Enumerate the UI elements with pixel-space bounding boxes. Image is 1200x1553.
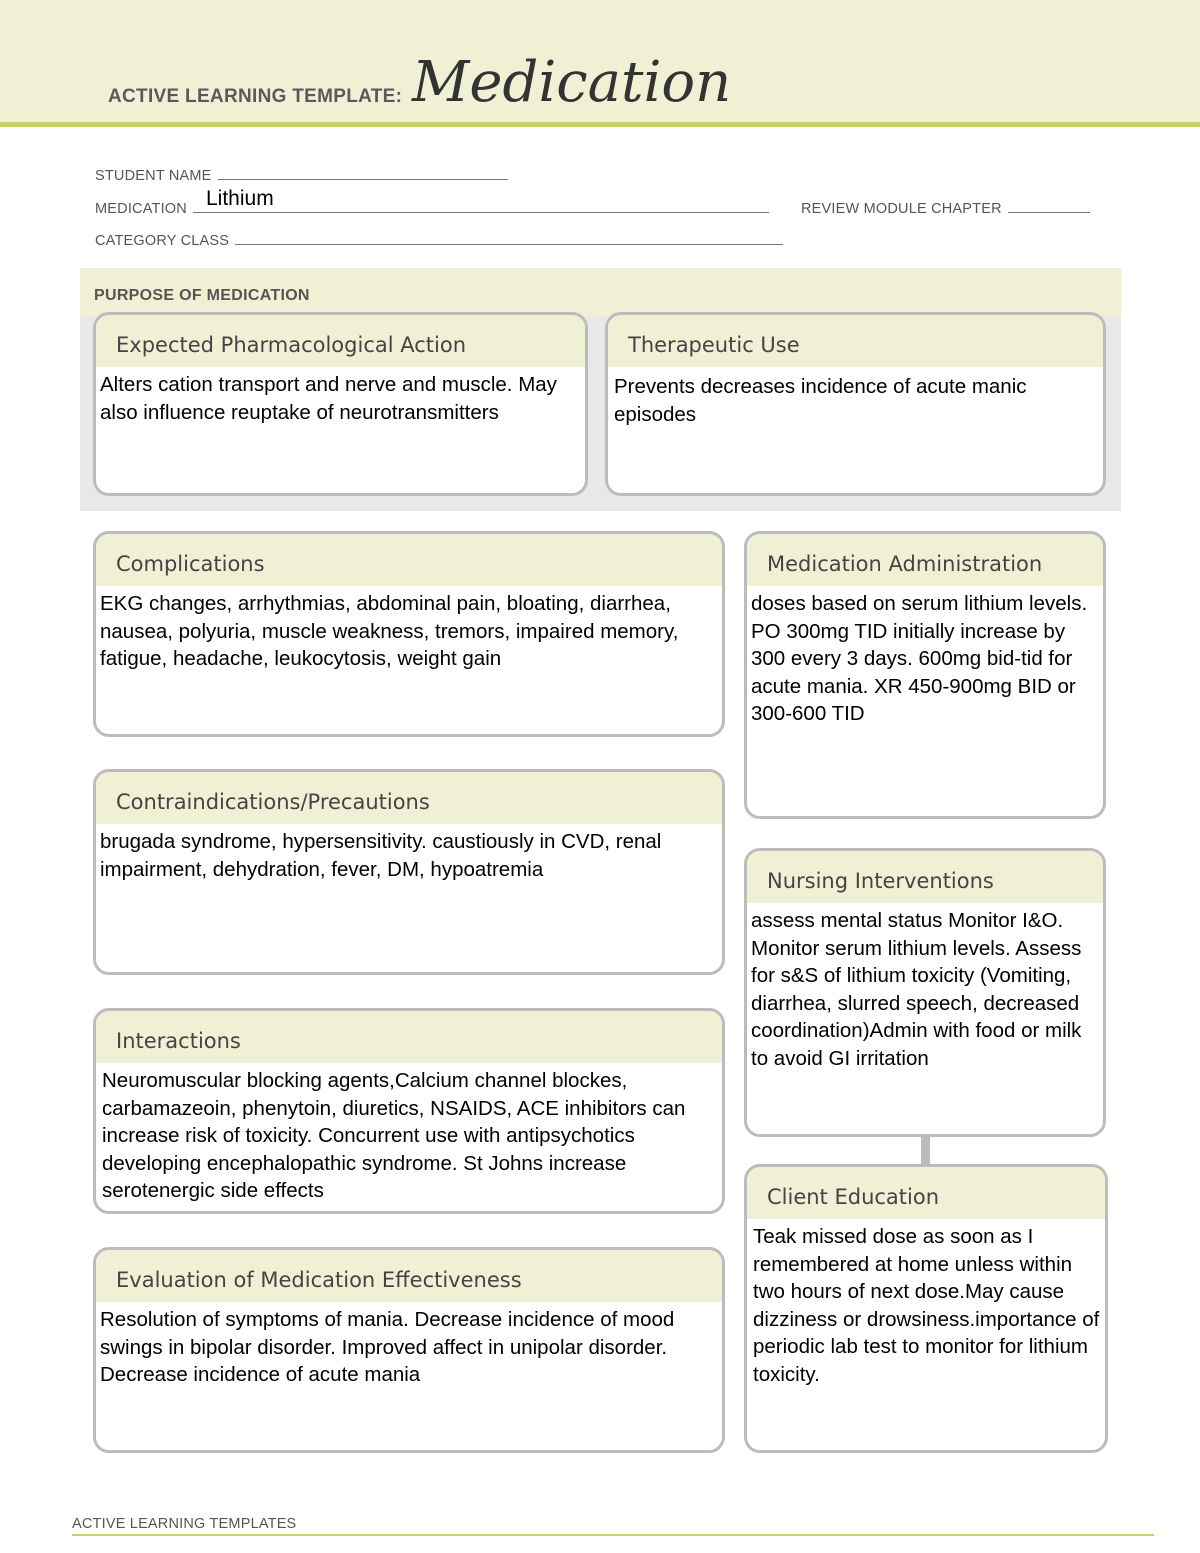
expected-action-header <box>96 315 585 367</box>
medication-label: MEDICATION <box>95 201 187 217</box>
client-education-header <box>747 1167 1105 1219</box>
medication-field <box>95 199 769 217</box>
nursing-interventions-box <box>744 848 1106 1137</box>
nursing-interventions-header <box>747 851 1103 903</box>
student-name-label: STUDENT NAME <box>95 168 212 184</box>
page-title: Medication <box>412 50 732 115</box>
client-education-box <box>744 1164 1108 1453</box>
category-class-label: CATEGORY CLASS <box>95 233 230 249</box>
footer-label: ACTIVE LEARNING TEMPLATES <box>72 1516 297 1532</box>
administration-box <box>744 531 1106 819</box>
expected-action-title: Expected Pharmacological Action <box>116 333 467 357</box>
complications-header <box>96 534 722 586</box>
evaluation-title: Evaluation of Medication Effectiveness <box>116 1268 522 1292</box>
header-divider <box>0 122 1200 127</box>
contraindications-title: Contraindications/Precautions <box>116 790 430 814</box>
interactions-header <box>96 1011 722 1063</box>
expected-action-text: Alters cation transport and nerve and muscle. May also influence reuptake of neurotransmitters <box>100 373 557 424</box>
complications-box <box>93 531 725 737</box>
evaluation-text: Resolution of symptoms of mania. Decrease incidence of mood swings in bipolar disorder. Improved affect in unipolar disorder. Decrease incidence of acute mania <box>100 1308 675 1386</box>
purpose-label: PURPOSE OF MEDICATION <box>94 287 310 304</box>
student-name-line <box>218 166 508 180</box>
expected-action-box <box>93 312 588 496</box>
nursing-interventions-text: assess mental status Monitor I&O. Monitor serum lithium levels. Assess for s&S of lithium toxicity (Vomiting, diarrhea, slurred speech, decreased coordination)Admin with food or milk to avoid GI irritation <box>751 909 1082 1070</box>
therapeutic-use-box <box>605 312 1106 496</box>
interactions-title: Interactions <box>116 1029 241 1053</box>
administration-header <box>747 534 1103 586</box>
therapeutic-use-header <box>608 315 1103 367</box>
category-class-line <box>235 231 783 245</box>
interactions-text: Neuromuscular blocking agents,Calcium channel blockes, carbamazeoin, phenytoin, diuretics, NSAIDS, ACE inhibitors can increase risk of toxicity. Concurrent use with antipsychotics developing encephalopathic syndrome. St Johns increase serotenergic side effects <box>102 1069 686 1202</box>
footer-divider <box>72 1534 1154 1536</box>
contraindications-text: brugada syndrome, hypersensitivity. caustiously in CVD, renal impairment, dehydration, fever, DM, hypoatremia <box>100 830 662 881</box>
student-name-field <box>95 166 508 184</box>
complications-title: Complications <box>116 552 265 576</box>
review-module-label: REVIEW MODULE CHAPTER <box>801 201 1002 217</box>
therapeutic-use-title: Therapeutic Use <box>628 333 800 357</box>
client-education-title: Client Education <box>767 1185 940 1209</box>
evaluation-header <box>96 1250 722 1302</box>
category-class-field <box>95 231 783 249</box>
review-module-line <box>1008 199 1090 213</box>
template-label: ACTIVE LEARNING TEMPLATE: <box>108 86 403 107</box>
therapeutic-use-text: Prevents decreases incidence of acute manic episodes <box>614 375 1027 426</box>
review-module-field <box>801 199 1090 217</box>
complications-text: EKG changes, arrhythmias, abdominal pain, bloating, diarrhea, nausea, polyuria, muscle weakness, tremors, impaired memory, fatigue, headache, leukocytosis, weight gain <box>100 592 679 670</box>
administration-title: Medication Administration <box>767 552 1043 576</box>
evaluation-box <box>93 1247 725 1453</box>
administration-text: doses based on serum lithium levels. PO 300mg TID initially increase by 300 every 3 days. 600mg bid-tid for acute mania. XR 450-900mg BID or 300-600 TID <box>751 592 1088 725</box>
box-connector <box>921 1136 930 1166</box>
interactions-box <box>93 1008 725 1214</box>
nursing-interventions-title: Nursing Interventions <box>767 869 994 893</box>
medication-value: Lithium <box>206 187 274 210</box>
medication-line <box>193 199 769 213</box>
client-education-text: Teak missed dose as soon as I remembered at home unless within two hours of next dose.May cause dizziness or drowsiness.importance of periodic lab test to monitor for lithium toxicity. <box>753 1225 1100 1386</box>
contraindications-header <box>96 772 722 824</box>
contraindications-box <box>93 769 725 975</box>
